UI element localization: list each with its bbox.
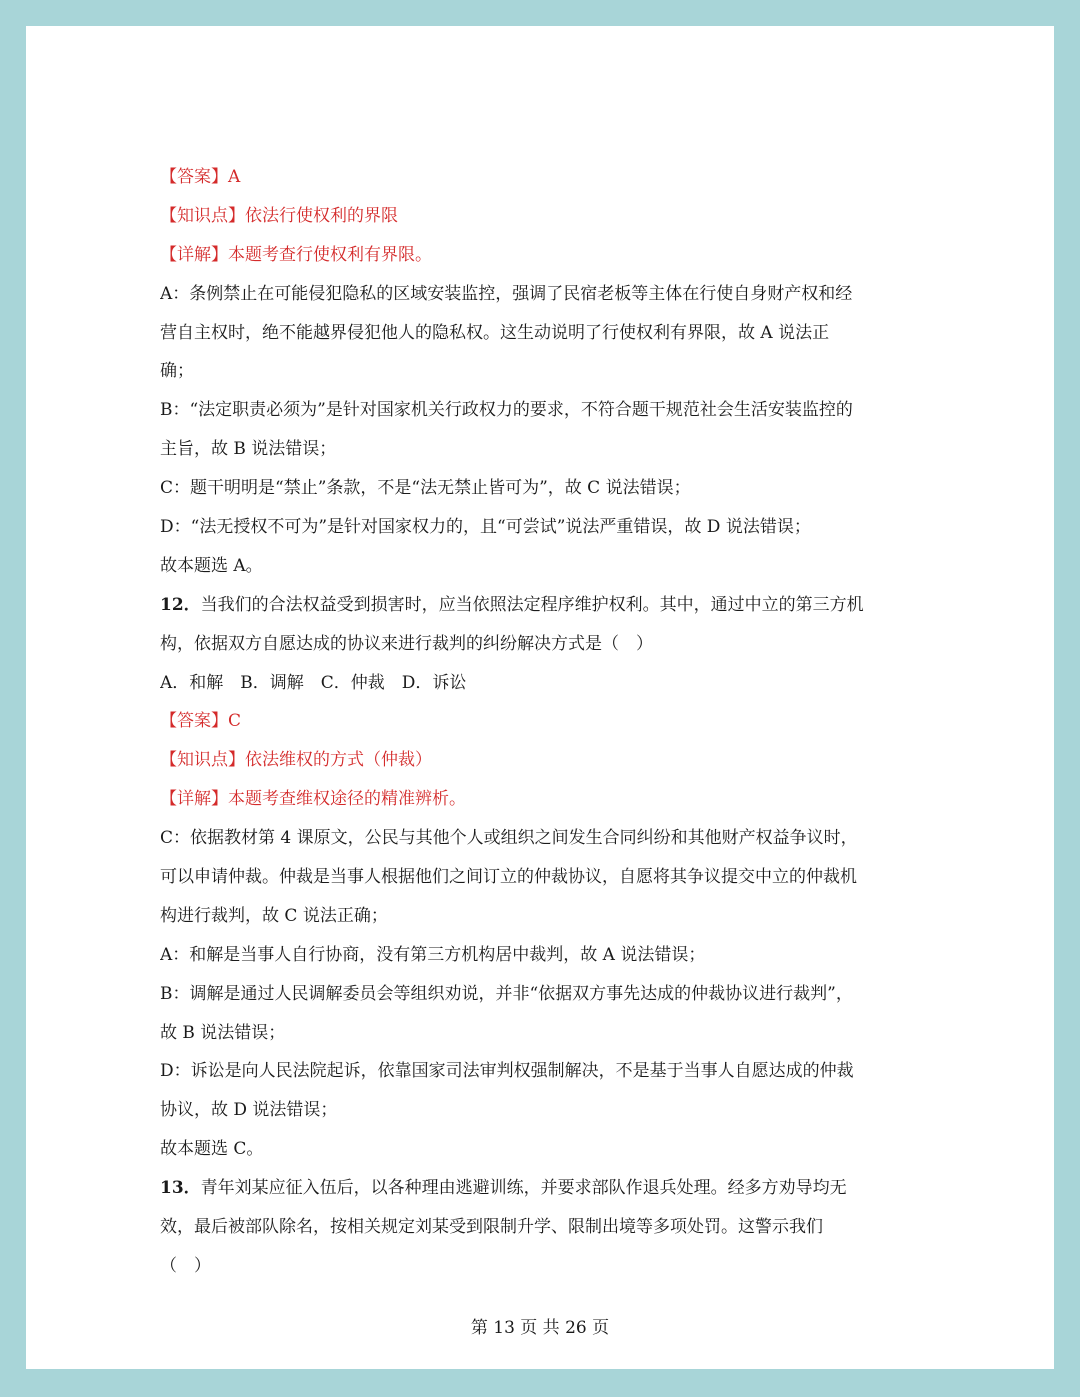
question-number: 12． [160,594,201,615]
question-13-line [160,1169,950,1208]
text-line: （ ） [160,1255,211,1276]
text-line: 确； [160,361,194,382]
question-text: 青年刘某应征入伍后，以各种理由逃避训练，并要求部队作退兵处理。经多方劝导均无 [200,1178,847,1199]
text-line: D：诉讼是向人民法院起诉，依靠国家司法审判权强制解决，不是基于当事人自愿达成的仲裁 [160,1061,854,1082]
text-line: C：题干明明是“禁止”条款，不是“法无禁止皆可为”，故 C 说法错误； [160,478,691,499]
page-footer: 第 13 页 共 26 页 [470,1318,610,1338]
options-line: A．和解 B．调解 C．仲裁 D．诉讼 [160,672,467,693]
explanation-line: 【详解】本题考查维权途径的精准辨析。 [160,789,466,810]
page-content [160,158,950,1286]
text-line: 主旨，故 B 说法错误； [160,439,337,460]
document-page [26,26,1054,1369]
text-line: B：“法定职责必须为”是针对国家机关行政权力的要求，不符合题干规范社会生活安装监控的 [160,400,853,421]
text-line: B：调解是通过人民调解委员会等组织劝说，并非“依据双方事先达成的仲裁协议进行裁判”， [160,983,853,1004]
knowledge-point-line: 【知识点】依法维权的方式（仲裁） [160,750,432,771]
text-line: D：“法无授权不可为”是针对国家权力的，且“可尝试”说法严重错误，故 D 说法错误； [160,517,811,538]
text-line: 构进行裁判，故 C 说法正确； [160,905,388,926]
explanation-line: 【详解】本题考查行使权利有界限。 [160,244,432,265]
text-line: C：依据教材第 4 课原文，公民与其他个人或组织之间发生合同纠纷和其他财产权益争议时， [160,828,858,849]
text-line: 构，依据双方自愿达成的协议来进行裁判的纠纷解决方式是（ ） [160,633,653,654]
question-12-line [160,586,950,625]
text-line: 营自主权时，绝不能越界侵犯他人的隐私权。这生动说明了行使权利有界限，故 A 说法正 [160,322,830,343]
text-line: 故本题选 C。 [160,1139,264,1160]
knowledge-point-line: 【知识点】依法行使权利的界限 [160,205,398,226]
text-line: 可以申请仲裁。仲裁是当事人根据他们之间订立的仲裁协议，自愿将其争议提交中立的仲裁机 [160,867,857,888]
question-text: 当我们的合法权益受到损害时，应当依照法定程序维护权利。其中，通过中立的第三方机 [200,594,864,615]
text-line: 效，最后被部队除名，按相关规定刘某受到限制升学、限制出境等多项处罚。这警示我们 [160,1217,823,1238]
answer-line: 【答案】A [160,167,241,187]
text-line: 协议，故 D 说法错误； [160,1100,338,1121]
text-line: 故 B 说法错误； [160,1022,286,1043]
question-number: 13． [160,1178,201,1199]
text-line: 故本题选 A。 [160,555,263,576]
text-line: A：条例禁止在可能侵犯隐私的区域安装监控，强调了民宿老板等主体在行使自身财产权和经 [160,283,853,304]
text-line: A：和解是当事人自行协商，没有第三方机构居中裁判，故 A 说法错误； [160,944,706,965]
answer-line: 【答案】C [160,711,242,732]
